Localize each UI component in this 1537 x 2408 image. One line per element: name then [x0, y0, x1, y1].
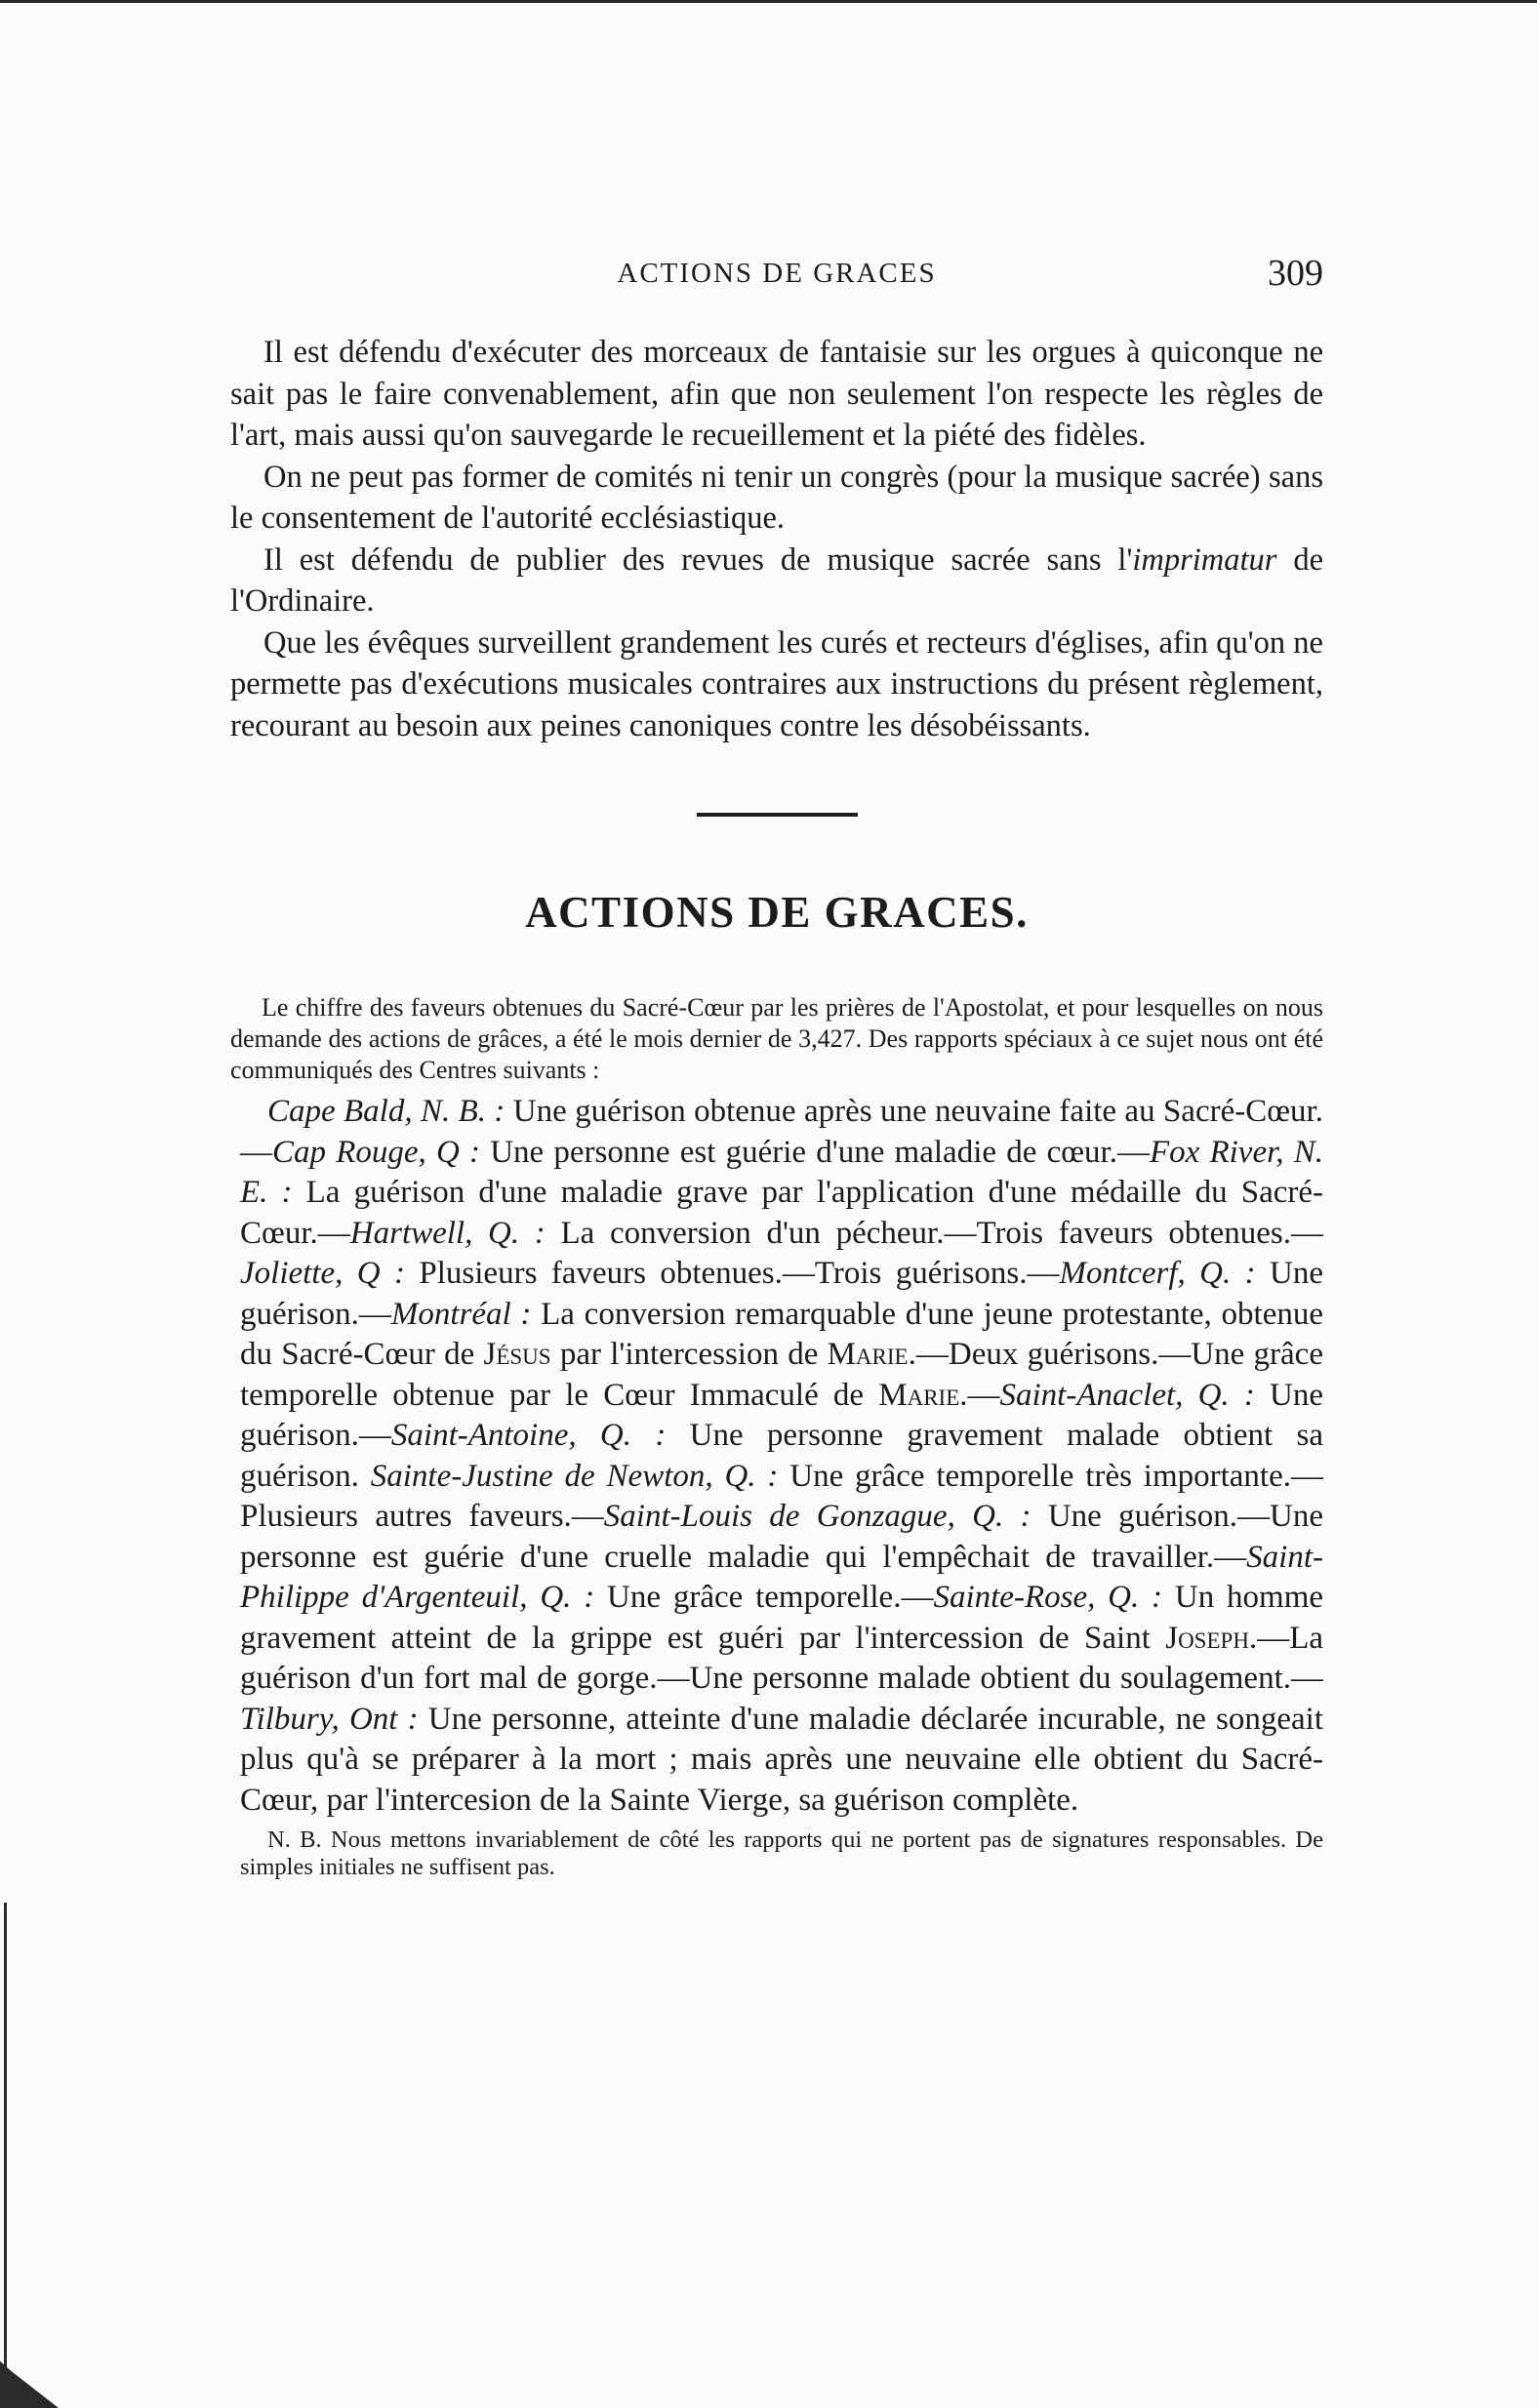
page	[230, 244, 1323, 1881]
place-name: Montréal :	[390, 1296, 532, 1332]
grace-text: La conversion remarquable d'une jeune protestante, obtenue du Sacré-Cœur de	[240, 1296, 1323, 1372]
place-name: Cap Rouge, Q :	[272, 1134, 481, 1170]
regulation-paragraph: Il est défendu d'exécuter des morceaux de fantaisie sur les orgues à quiconque ne sait pas le faire convenablement, afin que non seulement l'on respecte les règles de l'art, mais aussi qu'on sauvegarde le recueillement et la piété des fidèles.	[230, 335, 1323, 453]
place-name: Fox River, N. E. :	[240, 1134, 1324, 1210]
grace-text: Une guérison.—	[240, 1256, 1324, 1332]
grace-text: Une grâce temporelle très importante.—Plusieurs autres faveurs.—	[240, 1458, 1323, 1534]
scan-edge-corner	[0, 2361, 59, 2408]
place-name: Tilbury, Ont :	[240, 1701, 419, 1737]
regulation-paragraph: Que les évêques surveillent grandement les curés et recteurs d'églises, afin qu'on ne permette pas d'exécutions musicales contraires aux instructions du présent règlement, recourant au besoin aux peines canoniques contre les désobéissants.	[230, 624, 1323, 743]
regulation-paragraph	[230, 540, 1323, 622]
small-caps-name: Marie	[827, 1337, 909, 1372]
graces-paragraph	[240, 1092, 1323, 1821]
grace-text: Une guérison.—	[240, 1377, 1323, 1453]
small-caps-name: Joseph	[1165, 1620, 1249, 1656]
grace-text: Plusieurs faveurs obtenues.—Trois guérisons.—	[405, 1256, 1060, 1291]
place-name: Joliette, Q :	[240, 1256, 405, 1291]
scan-edge-left	[4, 1903, 7, 2408]
text-run: de l'Ordinaire.	[230, 542, 1323, 619]
text-run: Il est défendu de publier des revues de musique sacrée sans l'	[263, 542, 1133, 578]
scan-edge-top	[0, 0, 1537, 3]
italic-term: imprimatur	[1132, 542, 1277, 578]
grace-text: Une personne, atteinte d'une maladie déclarée incurable, ne songeait plus qu'à se préparer à la mort ; mais après une neuvaine elle obtient du Sacré-Cœur, par l'intercesion de la Sainte Vierge, sa guérison complète.	[240, 1701, 1323, 1818]
small-caps-name: Marie	[878, 1377, 960, 1413]
place-name: Cape Bald, N. B. :	[267, 1094, 506, 1129]
place-name: Sainte-Rose, Q. :	[933, 1580, 1163, 1615]
footnote-text: N. B. Nous mettons invariablement de côté les rapports qui ne portent pas de signatures responsables. De simples initiales ne suffisent pas.	[240, 1826, 1323, 1880]
grace-text: Une grâce temporelle.—	[594, 1580, 934, 1615]
place-name: Saint-Antoine, Q. :	[390, 1418, 667, 1453]
footnote	[230, 1826, 1323, 1881]
place-name: Saint-Anaclet, Q. :	[999, 1377, 1255, 1413]
small-caps-name: Jésus	[483, 1337, 551, 1372]
section-intro	[230, 992, 1323, 1086]
regulation-text	[230, 332, 1323, 746]
grace-text: La guérison d'une maladie grave par l'application d'une médaille du Sacré-Cœur.—	[240, 1175, 1323, 1251]
place-name: Saint-Louis de Gonzague, Q. :	[603, 1499, 1031, 1534]
grace-text: Une personne est guérie d'une maladie de cœur.—	[480, 1134, 1150, 1170]
running-head	[230, 244, 1323, 302]
grace-text: Une guérison obtenue après une neuvaine faite au Sacré-Cœur.—	[240, 1094, 1323, 1170]
grace-text: .—Deux guérisons.—Une grâce temporelle obtenue par le Cœur Immaculé de	[240, 1337, 1323, 1413]
grace-text: .—La guérison d'un fort mal de gorge.—Une personne malade obtient du soulagement.—	[240, 1620, 1323, 1696]
place-name: Sainte-Justine de Newton, Q. :	[370, 1458, 779, 1494]
grace-text: La conversion d'un pécheur.—Trois faveurs obtenues.—	[545, 1215, 1323, 1251]
place-name: Montcerf, Q. :	[1059, 1256, 1256, 1291]
grace-text: Un homme gravement atteint de la grippe est guéri par l'intercession de Saint	[240, 1580, 1324, 1656]
running-title: ACTIONS DE GRACES	[617, 258, 937, 289]
grace-text: .—	[959, 1377, 1000, 1413]
grace-text: Une guérison.—Une personne est guérie d'une cruelle maladie qui l'empêchait de travailler.—	[240, 1499, 1324, 1575]
section-divider	[697, 813, 858, 817]
section-title: ACTIONS DE GRACES.	[525, 888, 1029, 937]
page-number: 309	[1268, 253, 1323, 294]
place-name: Hartwell, Q. :	[349, 1215, 546, 1251]
grace-text: Une personne gravement malade obtient sa guérison.	[240, 1418, 1323, 1494]
grace-text: par l'intercession de	[550, 1337, 828, 1372]
graces-list	[230, 1092, 1323, 1821]
intro-paragraph: Le chiffre des faveurs obtenues du Sacré-Cœur par les prières de l'Apostolat, et pour lesquelles on nous demande des actions de grâces, a été le mois dernier de 3,427. Des rapports spéciaux à ce sujet nous ont été communiqués des Centres suivants :	[230, 993, 1323, 1084]
regulation-paragraph: On ne peut pas former de comités ni tenir un congrès (pour la musique sacrée) sans le consentement de l'autorité ecclésiastique.	[230, 459, 1323, 536]
place-name: Saint-Philippe d'Argenteuil, Q. :	[240, 1539, 1323, 1615]
